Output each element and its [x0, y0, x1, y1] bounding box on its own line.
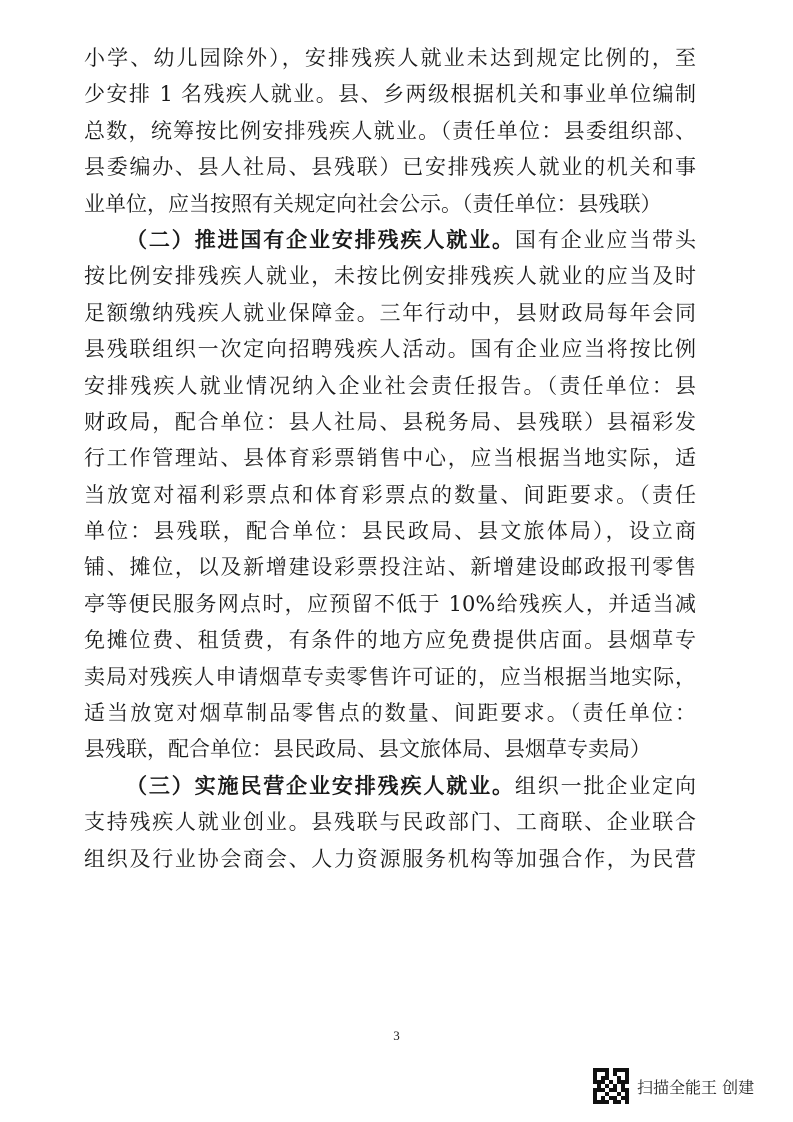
qr-code-icon	[593, 1068, 629, 1104]
text-line	[84, 368, 696, 404]
line-text: 财政局，配合单位：县人社局、县税务局、县残联）县福彩发	[84, 409, 696, 434]
line-text: 业单位，应当按照有关规定向社会公示。（责任单位：县残联）	[84, 191, 662, 216]
text-line	[84, 113, 696, 149]
text-line	[84, 440, 696, 476]
line-text: 安排残疾人就业情况纳入企业社会责任报告。（责任单位：县	[84, 373, 696, 398]
text-line	[84, 549, 696, 585]
text-line	[84, 622, 696, 658]
text-line	[84, 513, 696, 549]
text-line	[84, 695, 696, 731]
scanner-watermark	[593, 1068, 754, 1104]
text-line	[84, 186, 696, 222]
line-text: 组织一批企业定向	[514, 773, 696, 798]
line-text: 当放宽对福利彩票点和体育彩票点的数量、间距要求。（责任	[84, 482, 696, 507]
text-line	[84, 40, 696, 76]
line-text: 县委编办、县人社局、县残联）已安排残疾人就业的机关和事	[84, 155, 696, 180]
line-text: 县残联，配合单位：县民政局、县文旅体局、县烟草专卖局）	[84, 737, 651, 762]
text-line	[84, 804, 696, 840]
text-line	[84, 477, 696, 513]
text-line	[84, 404, 696, 440]
line-text: 国有企业应当带头	[514, 227, 696, 252]
text-line	[84, 149, 696, 185]
line-text: 小学、幼儿园除外），安排残疾人就业未达到规定比例的，至	[84, 46, 696, 70]
line-text: 行工作管理站、县体育彩票销售中心，应当根据当地实际，适	[84, 446, 696, 471]
line-text: 总数，统筹按比例安排残疾人就业。（责任单位：县委组织部、	[84, 118, 696, 143]
text-line	[84, 258, 696, 294]
line-text: 按比例安排残疾人就业，未按比例安排残疾人就业的应当及时	[84, 264, 696, 289]
line-text: 卖局对残疾人申请烟草专卖零售许可证的，应当根据当地实际，	[84, 664, 696, 689]
line-text: 亭等便民服务网点时，应预留不低于 10%给残疾人，并适当减	[84, 591, 696, 616]
document-body	[84, 40, 696, 877]
text-line	[84, 222, 696, 258]
line-text: 免摊位费、租赁费，有条件的地方应免费提供店面。县烟草专	[84, 628, 696, 653]
section-heading: （二）推进国有企业安排残疾人就业。	[126, 226, 515, 252]
text-line	[84, 331, 696, 367]
line-text: 县残联组织一次定向招聘残疾人活动。国有企业应当将按比例	[84, 337, 696, 362]
watermark-text: 扫描全能王 创建	[637, 1077, 755, 1097]
line-text: 支持残疾人就业创业。县残联与民政部门、工商联、企业联合	[84, 810, 696, 835]
line-text: 单位：县残联，配合单位：县民政局、县文旅体局），设立商	[84, 519, 696, 544]
text-line	[84, 768, 696, 804]
line-text: 组织及行业协会商会、人力资源服务机构等加强合作，为民营	[84, 846, 696, 871]
text-line	[84, 731, 696, 767]
line-text: 少安排 1 名残疾人就业。县、乡两级根据机关和事业单位编制	[84, 82, 696, 107]
text-line	[84, 295, 696, 331]
text-line	[84, 659, 696, 695]
line-text: 铺、摊位，以及新增建设彩票投注站、新增建设邮政报刊零售	[84, 555, 696, 580]
page-number: 3	[393, 1028, 400, 1043]
section-heading: （三）实施民营企业安排残疾人就业。	[126, 772, 515, 798]
text-line	[84, 841, 696, 877]
line-text: 适当放宽对烟草制品零售点的数量、间距要求。（责任单位：	[84, 701, 696, 726]
text-line	[84, 586, 696, 622]
line-text: 足额缴纳残疾人就业保障金。三年行动中，县财政局每年会同	[84, 300, 696, 325]
text-line	[84, 76, 696, 112]
